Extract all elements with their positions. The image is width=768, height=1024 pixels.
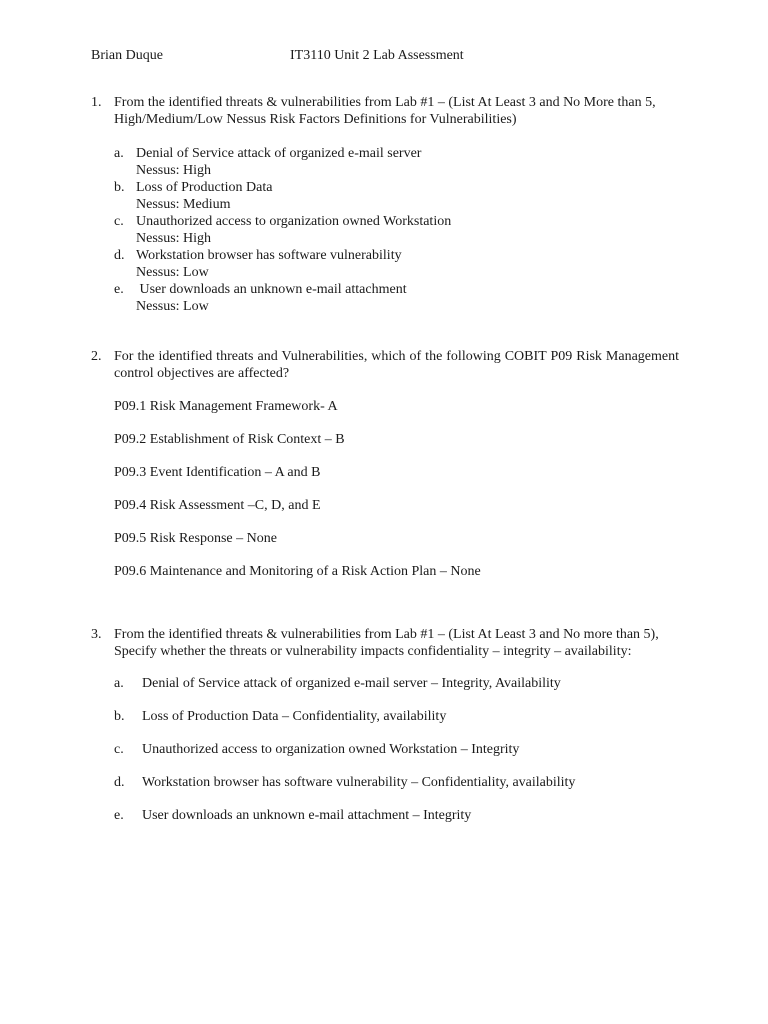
list-item [114, 708, 679, 725]
threat-text: Denial of Service attack of organized e-mail server [136, 146, 422, 161]
risk-rating: Nessus: High [136, 231, 212, 246]
question-number: 2. [91, 349, 102, 364]
risk-rating: Nessus: Low [136, 265, 209, 280]
list-item [114, 247, 679, 281]
author-name: Brian Duque [91, 48, 163, 63]
control-objective: P09.5 Risk Response – None [114, 531, 277, 546]
risk-rating: Nessus: High [136, 163, 212, 178]
question-text: From the identified threats & vulnerabilities from Lab #1 – (List At Least 3 and No more than 5), Specify whether the threats or vulnerability impacts confidentiality – integrity – availability: [114, 627, 659, 659]
question-number: 3. [91, 627, 102, 642]
cia-impact-list [114, 675, 679, 824]
item-letter: a. [114, 676, 124, 691]
control-objective: P09.3 Event Identification – A and B [114, 465, 321, 480]
item-letter: e. [114, 282, 124, 297]
question-number: 1. [91, 95, 102, 110]
control-objective: P09.4 Risk Assessment –C, D, and E [114, 498, 321, 513]
impact-text: Unauthorized access to organization owned Workstation – Integrity [142, 742, 520, 757]
impact-text: Loss of Production Data – Confidentiality, availability [142, 709, 447, 724]
question-text: From the identified threats & vulnerabilities from Lab #1 – (List At Least 3 and No More than 5, High/Medium/Low Nessus Risk Factors Definitions for Vulnerabilities) [114, 95, 656, 127]
impact-text: User downloads an unknown e-mail attachment – Integrity [142, 808, 472, 823]
control-objectives-list [114, 398, 679, 580]
control-objective: P09.1 Risk Management Framework- A [114, 399, 338, 414]
list-item [114, 741, 679, 758]
list-item [114, 774, 679, 791]
impact-text: Denial of Service attack of organized e-mail server – Integrity, Availability [142, 676, 561, 691]
risk-rating: Nessus: Low [136, 299, 209, 314]
item-letter: c. [114, 214, 124, 229]
item-letter: c. [114, 742, 124, 757]
list-item [114, 179, 679, 213]
list-item [114, 145, 679, 179]
question-text: For the identified threats and Vulnerabilities, which of the following COBIT P09 Risk Management control objectives are affected? [114, 349, 679, 381]
impact-text: Workstation browser has software vulnerability – Confidentiality, availability [142, 775, 576, 790]
control-objective: P09.6 Maintenance and Monitoring of a Risk Action Plan – None [114, 564, 481, 579]
item-letter: d. [114, 775, 125, 790]
question-3 [91, 626, 679, 840]
item-letter: e. [114, 808, 124, 823]
question-1 [91, 94, 679, 315]
item-letter: a. [114, 146, 124, 161]
list-item [114, 281, 679, 315]
threat-text: Workstation browser has software vulnerability [136, 248, 402, 263]
item-letter: b. [114, 709, 125, 724]
list-item [114, 213, 679, 247]
threat-list [114, 145, 679, 315]
threat-text: Loss of Production Data [136, 180, 273, 195]
list-item [114, 807, 679, 824]
document-title: IT3110 Unit 2 Lab Assessment [290, 48, 464, 63]
list-item [114, 675, 679, 692]
threat-text: User downloads an unknown e-mail attachment [136, 282, 407, 297]
question-2 [91, 348, 679, 596]
item-letter: d. [114, 248, 125, 263]
risk-rating: Nessus: Medium [136, 197, 231, 212]
control-objective: P09.2 Establishment of Risk Context – B [114, 432, 345, 447]
item-letter: b. [114, 180, 125, 195]
threat-text: Unauthorized access to organization owned Workstation [136, 214, 452, 229]
